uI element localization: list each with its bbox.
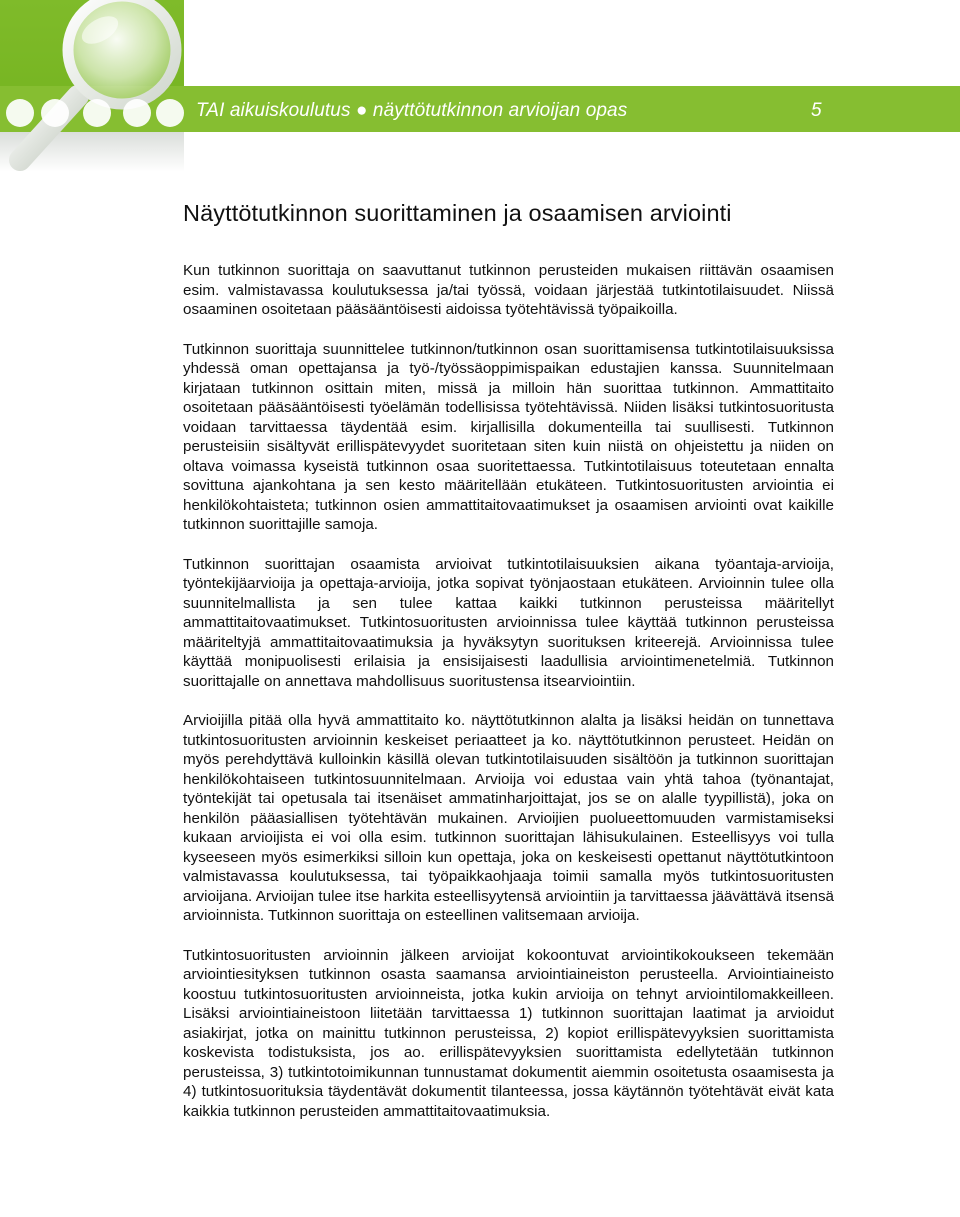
- paragraph-2: Tutkinnon suorittaja suunnittelee tutkinnon/tutkinnon osan suorittamisensa tutkintotilaisuuksissa yhdessä oman opettajansa ja työ-/työssäoppimispaikan edustajien kanssa. Suunnitelmaan kirjataan tutkinnon osittain miten, missä ja milloin hän suorittaa tutkinnon. Ammattitaito osoitetaan pääsääntöisesti työelämän todellisissa työtehtävissä. Niiden lisäksi tutkintosuoritusta voidaan tarvittaessa täydentää esim. kirjallisilla dokumenteilla tai suullisesti. Tutkinnon perusteisiin sisältyvät erillispätevyydet suoritetaan siten kuin niistä on ohjeistettu ja niiden on oltava voimassa kyseistä tutkinnon osaa suoritettaessa. Tutkintotilaisuus toteutetaan ennalta sovittuna ajankohtana ja sen kesto määritellään etukäteen. Tutkintosuoritusten arviointia ei henkilökohtaisteta; tutkinnon osien ammattitaitovaatimukset ja osaamisen arviointi ovat kaikille tutkinnon suorittajille samoja.: [183, 340, 834, 533]
- page-title: Näyttötutkinnon suorittaminen ja osaamisen arviointi: [183, 200, 732, 226]
- document-body: [183, 200, 834, 1141]
- header-title: TAI aikuiskoulutus ● näyttötutkinnon arvioijan opas: [196, 100, 628, 121]
- paragraph-4: Arvioijilla pitää olla hyvä ammattitaito ko. näyttötutkinnon alalta ja lisäksi heidän on tunnettava tutkintosuoritusten arvioinnin keskeiset periaatteet ja ko. näyttötutkinnon perusteet. Heidän on myös perehdyttävä kulloinkin käsillä olevan tutkintotilaisuuden sisältöön ja tutkinnon suorittajan henkilökohtaiseen tutkintosuunnitelmaan. Arvioija voi edustaa vain yhtä tahoa (työnantajat, työntekijät tai opetusala tai itsenäiset ammatinharjoittajat, jos se on alalle tyypillistä), joka on henkilön pääasiallisen työtehtävän mukainen. Arvioijien puolueettomuuden varmistamiseksi kukaan arvioijista ei voi olla esim. tutkinnon suorittajan lähisukulainen. Esteellisyys voi tulla kyseeseen myös esimerkiksi silloin kun opettaja, joka on keskeisesti opettanut näyttötutkintoon valmistavassa koulutuksessa, tai työpaikkaohjaaja toimii samalla myös tutkintosuoritusten arvioijana. Arvioijan tulee itse harkita esteellisyytensä arviointiin ja tarvittaessa jäävättävä itsensä arvioinnista. Tutkinnon suorittaja on esteellinen valitsemaan arvioija.: [183, 712, 834, 924]
- page-number: 5: [811, 100, 822, 121]
- magnifier-icon: [0, 0, 190, 175]
- paragraph-1: Kun tutkinnon suorittaja on saavuttanut tutkinnon perusteiden mukaisen riittävän osaamisen esim. valmistavassa koulutuksessa ja/tai työssä, voidaan järjestää tutkintotilaisuudet. Niissä osaaminen osoitetaan pääsääntöisesti aidoissa työtehtävissä työpaikoilla.: [183, 262, 834, 318]
- paragraph-5: Tutkintosuoritusten arvioinnin jälkeen arvioijat kokoontuvat arviointikokoukseen tekemään arviointiesityksen tutkinnon osasta saamansa arviointiaineiston perusteella. Arviointiaineisto koostuu tutkintosuoritusten arvioinneista, jotka kukin arvioija on tehnyt arviointilomakkeilleen. Lisäksi arviointiaineistoon liitetään tarvittaessa 1) tutkinnon suorittajan laatimat ja arvioidut asiakirjat, jotka on mainittu tutkinnon perusteissa, 2) kopiot erillispätevyyksien suorittamista koskevista todistuksista, jos ao. erillispätevyyksien suorittamista edellytetään tutkinnon perusteissa, 3) tutkintotoimikunnan tunnustamat dokumentit aiemmin osoitetusta osaamisesta ja 4) tutkintosuorituksia täydentävät dokumentit tilanteessa, jossa käytännön työtehtävät eivät kata kaikkia tutkinnon perusteiden ammattitaitovaatimuksia.: [183, 946, 834, 1120]
- paragraph-3: Tutkinnon suorittajan osaamista arvioivat tutkintotilaisuuksien aikana työantaja-arvioija, työntekijäarvioija ja opettaja-arvioija, jotka sopivat työnjaostaan etukäteen. Arvioinnin tulee olla suunnitelmallista ja sen tulee kattaa kaikki tutkinnon perusteissa määritellyt ammattitaitovaatimukset. Tutkintosuoritusten arvioinnissa tulee käyttää tutkinnon perusteissa määriteltyjä ammattitaitovaatimuksia ja hyväksytyn suorituksen kriteerejä. Arvioinnissa tulee käyttää monipuolisesti erilaisia ja ensisijaisesti laadullisia arviointimenetelmiä. Tutkinnon suorittajalle on annettava mahdollisuus suoritustensa itsearviointiin.: [183, 555, 834, 690]
